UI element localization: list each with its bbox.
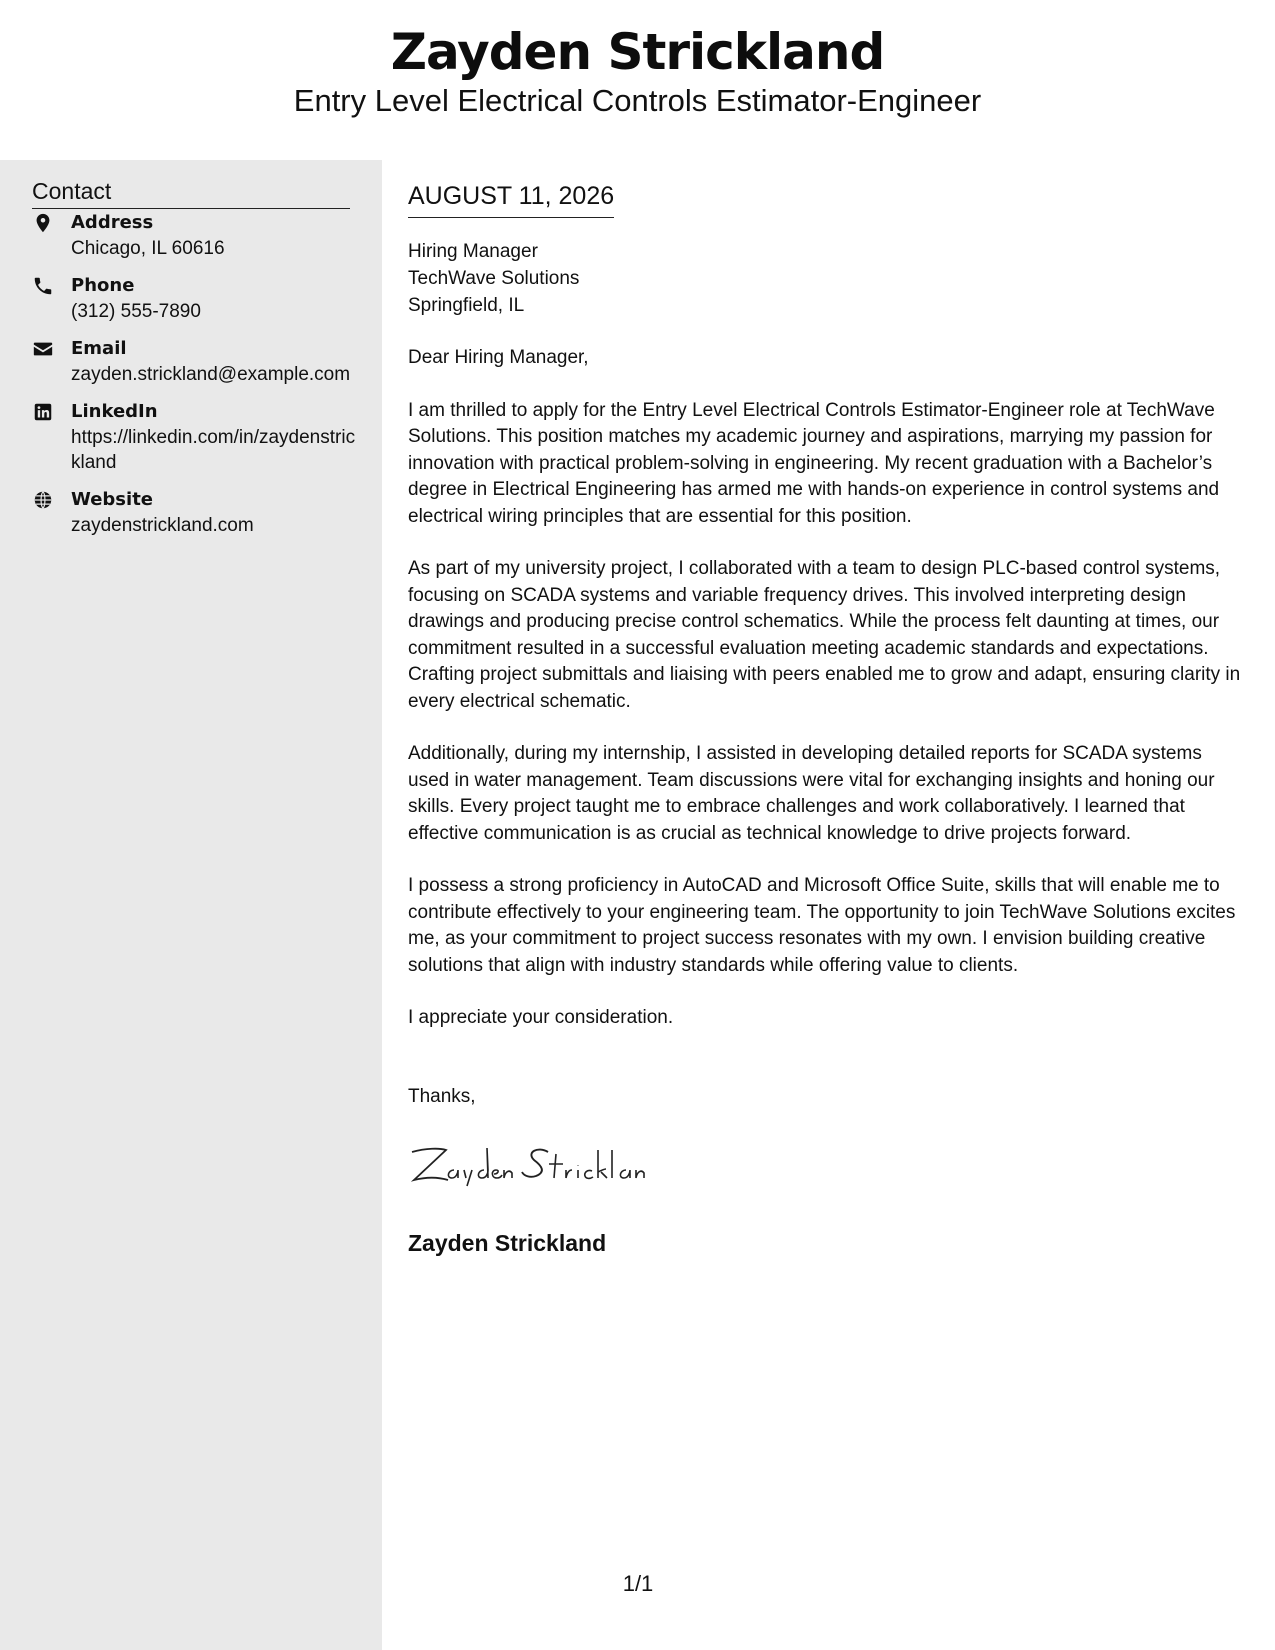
job-title: Entry Level Electrical Controls Estimator-Engineer [293, 83, 982, 118]
letter-paragraph: I am thrilled to apply for the Entry Level Electrical Controls Estimator-Engineer role at TechWave Solutions. This position matches my academic journey and aspirations, marrying my passion for innovation with practical problem-solving in engineering. My recent graduation with a Bachelor’s degree in Electrical Engineering has armed me with hands-on experience in control systems and electrical wiring principles that are essential for this position. [408, 399, 1220, 527]
contact-heading: Contact [32, 176, 350, 209]
contact-value[interactable]: zayden.strickland@example.com [71, 364, 351, 385]
page-number: 1/1 [622, 1571, 654, 1596]
letter-paragraph: I appreciate your consideration. [408, 1007, 674, 1028]
candidate-name: Zayden Strickland [390, 23, 885, 81]
resume-header [0, 0, 1275, 160]
greeting: Dear Hiring Manager, [408, 347, 589, 368]
contact-label: Website [71, 489, 154, 510]
signer-name: Zayden Strickland [408, 1230, 607, 1256]
contact-label: Phone [71, 275, 135, 296]
globe-icon [32, 489, 54, 511]
signature-image [406, 1140, 676, 1190]
contact-value: Chicago, IL 60616 [71, 238, 225, 259]
contact-value[interactable]: zaydenstrickland.com [71, 515, 254, 536]
letter-paragraph: Additionally, during my internship, I assisted in developing detailed reports for SCADA systems used in water management. Team discussions were vital for exchanging insights and honing our skills. Every project taught me to embrace challenges and work collaboratively. I learned that effective communication is as crucial as technical knowledge to drive projects forward. [408, 743, 1215, 844]
recipient-line: Springfield, IL [408, 295, 525, 316]
envelope-icon [32, 338, 54, 360]
closing: Thanks, [408, 1086, 476, 1107]
letter-text [408, 345, 1243, 1058]
recipient-line: Hiring Manager [408, 241, 538, 262]
contact-label: Email [71, 338, 127, 359]
recipient-line: TechWave Solutions [408, 268, 580, 289]
contact-value: (312) 555-7890 [71, 301, 201, 322]
phone-icon [32, 275, 54, 297]
letter-date: AUGUST 11, 2026 [408, 180, 614, 218]
contact-label: LinkedIn [71, 401, 158, 422]
contact-label: Address [71, 212, 154, 233]
letter-paragraph: As part of my university project, I collaborated with a team to design PLC-based control systems, focusing on SCADA systems and variable frequency drives. This involved interpreting design drawings and producing precise control schematics. While the process felt daunting at times, our commitment resulted in a successful evaluation meeting academic standards and expectations. Crafting project submittals and liaising with peers enabled me to grow and adapt, ensuring clarity in every electrical schematic. [408, 558, 1241, 712]
contact-value[interactable]: https://linkedin.com/in/zaydenstrickland [71, 427, 356, 473]
linkedin-icon [32, 401, 54, 423]
letter-paragraph: I possess a strong proficiency in AutoCAD and Microsoft Office Suite, skills that will enable me to contribute effectively to your engineering team. The opportunity to join TechWave Solutions excites me, as your commitment to project success resonates with my own. I envision building creative solutions that align with industry standards while offering value to clients. [408, 875, 1236, 976]
map-pin-icon [32, 212, 54, 234]
recipient-block [408, 238, 579, 319]
